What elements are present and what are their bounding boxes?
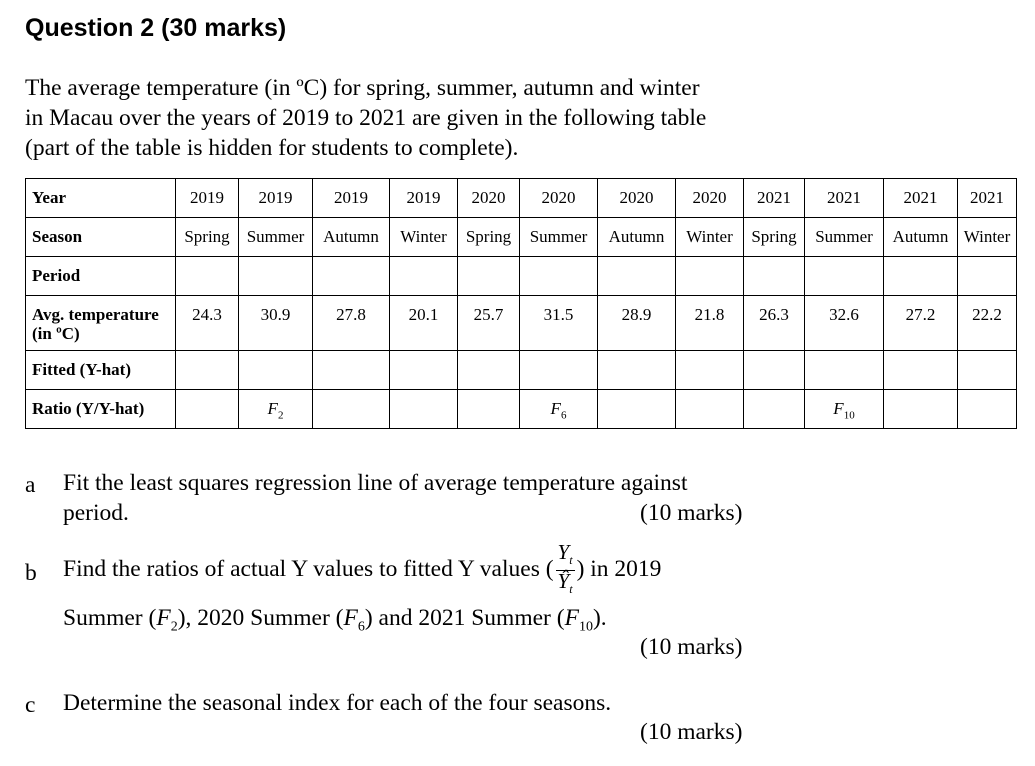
ratio-cell-f2: [239, 390, 313, 429]
year-cell: 2020: [676, 179, 744, 218]
season-cell: Winter: [390, 218, 458, 257]
temp-cell: 27.2: [884, 296, 958, 351]
period-cell: [458, 257, 520, 296]
ratio-cell: [958, 390, 1017, 429]
temp-cell: 26.3: [744, 296, 805, 351]
part-a-text: [63, 468, 687, 528]
label-avg-temperature: [26, 296, 176, 351]
temp-cell: 28.9: [598, 296, 676, 351]
part-c-letter: c: [25, 692, 36, 718]
label-season: Season: [26, 218, 176, 257]
label-fitted: Fitted (Y-hat): [26, 351, 176, 390]
intro-line-3: (part of the table is hidden for students to complete).: [25, 135, 519, 161]
row-period: [26, 257, 1017, 296]
part-b-text-2020: ), 2020 Summer (: [177, 605, 344, 631]
part-b-text-before: Find the ratios of actual Y values to fitted Y values (: [63, 556, 554, 583]
intro-line-2: in Macau over the years of 2019 to 2021 are given in the following table: [25, 105, 707, 131]
part-b-text-after: ) in 2019: [576, 556, 662, 583]
f2-sub: 2: [170, 619, 178, 635]
period-cell: [676, 257, 744, 296]
fitted-cell: [805, 351, 884, 390]
temp-cell: 31.5: [520, 296, 598, 351]
f6-sub: 6: [357, 619, 365, 635]
part-b-line-1: [63, 542, 661, 599]
fitted-cell: [958, 351, 1017, 390]
fitted-cell: [390, 351, 458, 390]
frac-den-sub: t: [569, 582, 573, 597]
row-ratio: [26, 390, 1017, 429]
f10-sub: 10: [578, 619, 593, 635]
ratio-cell: [458, 390, 520, 429]
season-cell: Spring: [744, 218, 805, 257]
label-avg-temp-line-2: (in ºC): [32, 324, 80, 343]
frac-den-letter: Ŷ: [557, 569, 570, 594]
season-cell: Spring: [176, 218, 239, 257]
season-cell: Winter: [958, 218, 1017, 257]
label-ratio: Ratio (Y/Y-hat): [26, 390, 176, 429]
period-cell: [176, 257, 239, 296]
frac-num-letter: Y: [557, 540, 570, 564]
year-cell: 2021: [958, 179, 1017, 218]
year-cell: 2020: [520, 179, 598, 218]
fitted-cell: [744, 351, 805, 390]
ratio-cell: [176, 390, 239, 429]
label-period: Period: [26, 257, 176, 296]
question-intro: [25, 73, 805, 163]
f10-letter: F: [564, 605, 579, 631]
temperature-table: [25, 178, 1017, 429]
year-cell: 2021: [744, 179, 805, 218]
row-year: [26, 179, 1017, 218]
label-avg-temp-line-1: Avg. temperature: [32, 305, 159, 324]
fitted-cell: [884, 351, 958, 390]
part-c-marks: (10 marks): [640, 719, 743, 745]
fitted-cell: [458, 351, 520, 390]
row-fitted: [26, 351, 1017, 390]
part-b-text-summer: Summer (: [63, 605, 157, 631]
ratio-cell: [598, 390, 676, 429]
ratio-cell: [884, 390, 958, 429]
period-cell: [744, 257, 805, 296]
year-cell: 2019: [390, 179, 458, 218]
season-cell: Autumn: [884, 218, 958, 257]
part-a-line-2: period.: [63, 500, 129, 526]
year-cell: 2021: [884, 179, 958, 218]
season-cell: Summer: [805, 218, 884, 257]
yt-over-yhat-fraction: [556, 542, 575, 599]
season-cell: Autumn: [313, 218, 390, 257]
part-a-marks: (10 marks): [640, 500, 743, 526]
temp-cell: 22.2: [958, 296, 1017, 351]
ratio-f10-sub: 10: [843, 409, 855, 422]
part-a-letter: a: [25, 472, 36, 498]
part-c-line-1: Determine the seasonal index for each of the four seasons.: [63, 690, 612, 716]
year-cell: 2019: [313, 179, 390, 218]
temp-cell: 21.8: [676, 296, 744, 351]
season-cell: Winter: [676, 218, 744, 257]
part-a-line-1: Fit the least squares regression line of average temperature against: [63, 470, 688, 496]
year-cell: 2020: [598, 179, 676, 218]
fitted-cell: [520, 351, 598, 390]
fitted-cell: [239, 351, 313, 390]
ratio-cell-f10: [805, 390, 884, 429]
label-year: Year: [26, 179, 176, 218]
ratio-f10-letter: F: [833, 399, 844, 418]
temp-cell: 27.8: [313, 296, 390, 351]
fitted-cell: [598, 351, 676, 390]
fitted-cell: [176, 351, 239, 390]
season-cell: Spring: [458, 218, 520, 257]
period-cell: [884, 257, 958, 296]
ratio-cell: [676, 390, 744, 429]
year-cell: 2019: [239, 179, 313, 218]
part-b-marks: (10 marks): [640, 634, 743, 660]
temp-cell: 20.1: [390, 296, 458, 351]
temp-cell: 30.9: [239, 296, 313, 351]
year-cell: 2021: [805, 179, 884, 218]
row-avg-temperature: [26, 296, 1017, 351]
f6-letter: F: [343, 605, 358, 631]
period-cell: [805, 257, 884, 296]
temp-cell: 25.7: [458, 296, 520, 351]
period-cell: [598, 257, 676, 296]
fitted-cell: [676, 351, 744, 390]
part-b-letter: b: [25, 560, 37, 586]
season-cell: Autumn: [598, 218, 676, 257]
season-cell: Summer: [239, 218, 313, 257]
period-cell: [239, 257, 313, 296]
intro-line-1: The average temperature (in ºC) for spring, summer, autumn and winter: [25, 75, 700, 101]
year-cell: 2019: [176, 179, 239, 218]
temp-cell: 32.6: [805, 296, 884, 351]
temp-cell: 24.3: [176, 296, 239, 351]
ratio-f6-letter: F: [550, 399, 561, 418]
part-b-line-2: [63, 603, 607, 643]
ratio-cell: [390, 390, 458, 429]
period-cell: [390, 257, 458, 296]
ratio-f6-sub: 6: [560, 409, 567, 422]
part-b-text-end: ).: [592, 605, 607, 631]
ratio-f2-letter: F: [267, 399, 278, 418]
ratio-cell: [744, 390, 805, 429]
frac-num-sub: t: [569, 553, 573, 568]
period-cell: [313, 257, 390, 296]
f2-letter: F: [156, 605, 171, 631]
question-heading: Question 2 (30 marks): [25, 14, 287, 42]
ratio-cell-f6: [520, 390, 598, 429]
fitted-cell: [313, 351, 390, 390]
part-b-text-2021: ) and 2021 Summer (: [364, 605, 565, 631]
period-cell: [520, 257, 598, 296]
row-season: [26, 218, 1017, 257]
year-cell: 2020: [458, 179, 520, 218]
period-cell: [958, 257, 1017, 296]
ratio-cell: [313, 390, 390, 429]
season-cell: Summer: [520, 218, 598, 257]
ratio-f2-sub: 2: [277, 409, 284, 422]
